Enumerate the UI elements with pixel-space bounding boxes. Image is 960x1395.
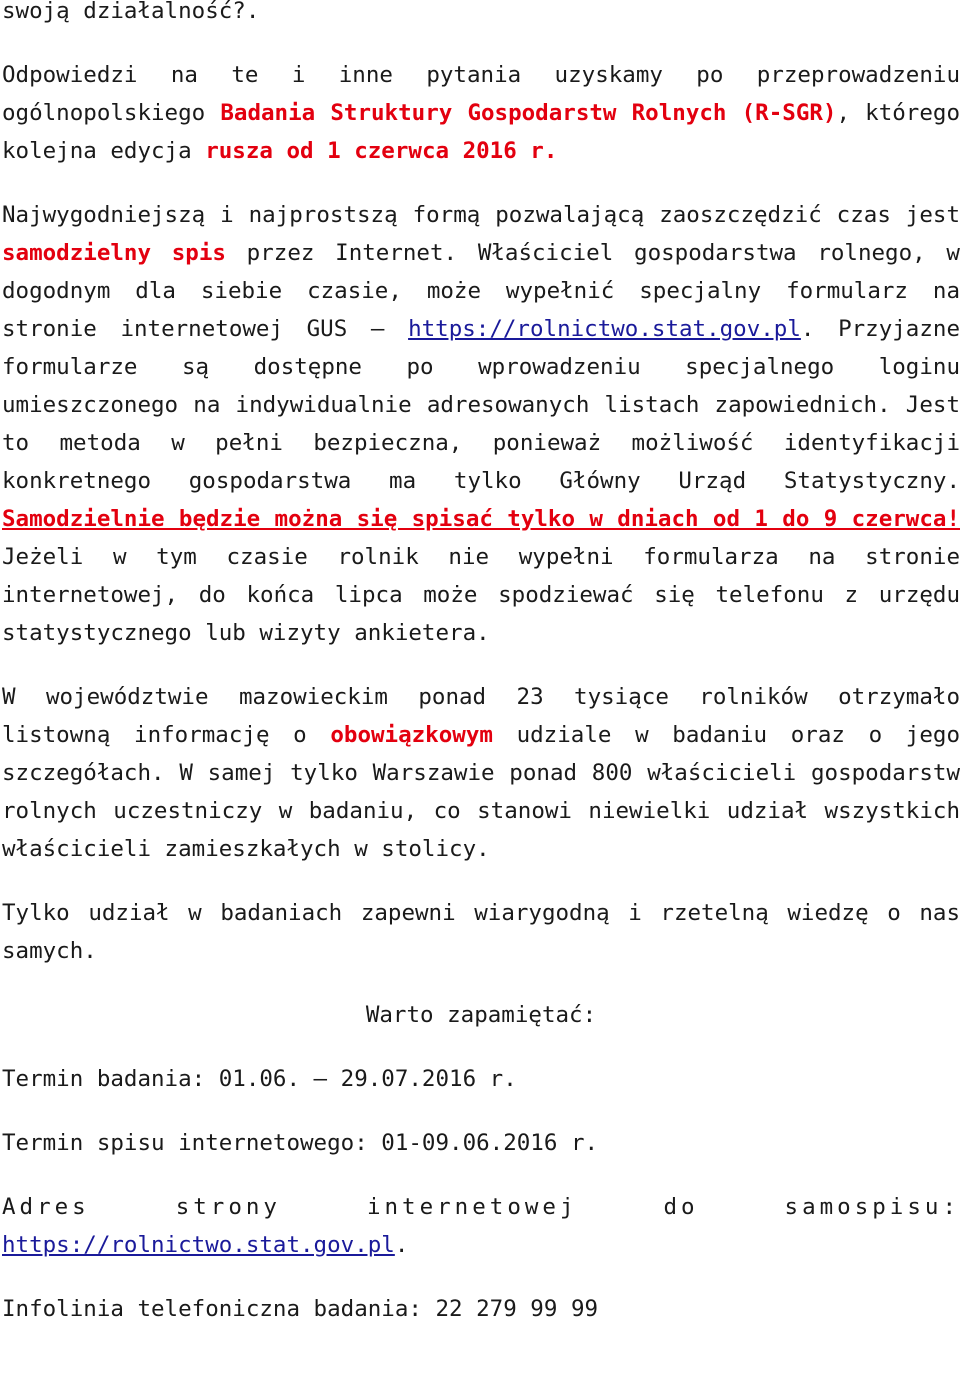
highlight-self-census: samodzielny spis [2, 240, 226, 266]
census-website-link[interactable]: https://rolnictwo.stat.gov.pl [408, 316, 801, 342]
text: , którego kolejna edycja [2, 100, 960, 164]
paragraph-mazowieckie [2, 678, 960, 868]
highlight-survey-name: Badania Struktury Gospodarstw Rolnych (R-SGR) [220, 100, 837, 126]
online-census-dates [2, 1124, 960, 1162]
text: Odpowiedzi na te i inne pytania uzyskamy po przeprowadzeniu ogólnopolskiego [2, 62, 960, 126]
highlight-mandatory: obowiązkowym [330, 722, 493, 748]
self-census-link[interactable]: https://rolnictwo.stat.gov.pl [2, 1232, 395, 1258]
text: udziale w badaniu oraz o jego szczegółach. W samej tylko Warszawie ponad 800 właścicieli gospodarstw rolnych uczestniczy w badaniu, co stanowi niewielki udział wszystkich właścicieli zamieszkałych w stolicy. [2, 722, 960, 862]
text: Jeżeli w tym czasie rolnik nie wypełni formularza na stronie internetowej, do końca lipca może spodziewać się telefonu z urzędu statystycznego lub wizyty ankietera. [2, 544, 960, 646]
paragraph-intro-tail [2, 0, 960, 30]
survey-dates [2, 1060, 960, 1098]
website-address [2, 1188, 960, 1264]
text: Infolinia telefoniczna badania: 22 279 99 99 [2, 1296, 599, 1322]
text: swoją działalność?. [2, 0, 260, 24]
highlight-deadline: Samodzielnie będzie można się spisać tylko w dniach od 1 do 9 czerwca! [2, 506, 960, 532]
text: przez Internet. Właściciel gospodarstwa rolnego, w dogodnym dla siebie czasie, może wypełnić specjalny formularz na stronie internetowej GUS – [2, 240, 960, 342]
text: Termin badania: 01.06. – 29.07.2016 r. [2, 1066, 517, 1092]
text: . [394, 1232, 409, 1258]
remember-heading [2, 996, 960, 1034]
highlight-start-date: rusza od 1 czerwca 2016 r. [205, 138, 558, 164]
paragraph-closing [2, 894, 960, 970]
text: Tylko udział w badaniach zapewni wiarygodną i rzetelną wiedzę o nas samych. [2, 900, 960, 964]
text: . Przyjazne formularze są dostępne po wprowadzeniu specjalnego loginu umieszczonego na indywidualnie adresowanych listach zapowiednich. Jest to metoda w pełni bezpieczna, ponieważ możliwość identyfikacji konkretnego gospodarstwa ma tylko Główny Urząd Statystyczny. [2, 316, 960, 494]
hotline [2, 1290, 960, 1328]
text: Warto zapamiętać: [365, 1002, 597, 1028]
paragraph-survey-intro [2, 56, 960, 170]
text: Adres strony internetowej do samospisu: [2, 1194, 960, 1220]
paragraph-self-census [2, 196, 960, 652]
text: W województwie mazowieckim ponad 23 tysiące rolników otrzymało listowną informację o [2, 684, 960, 748]
text: Termin spisu internetowego: 01-09.06.2016 r. [2, 1130, 599, 1156]
text: Najwygodniejszą i najprostszą formą pozwalającą zaoszczędzić czas jest [2, 202, 960, 228]
